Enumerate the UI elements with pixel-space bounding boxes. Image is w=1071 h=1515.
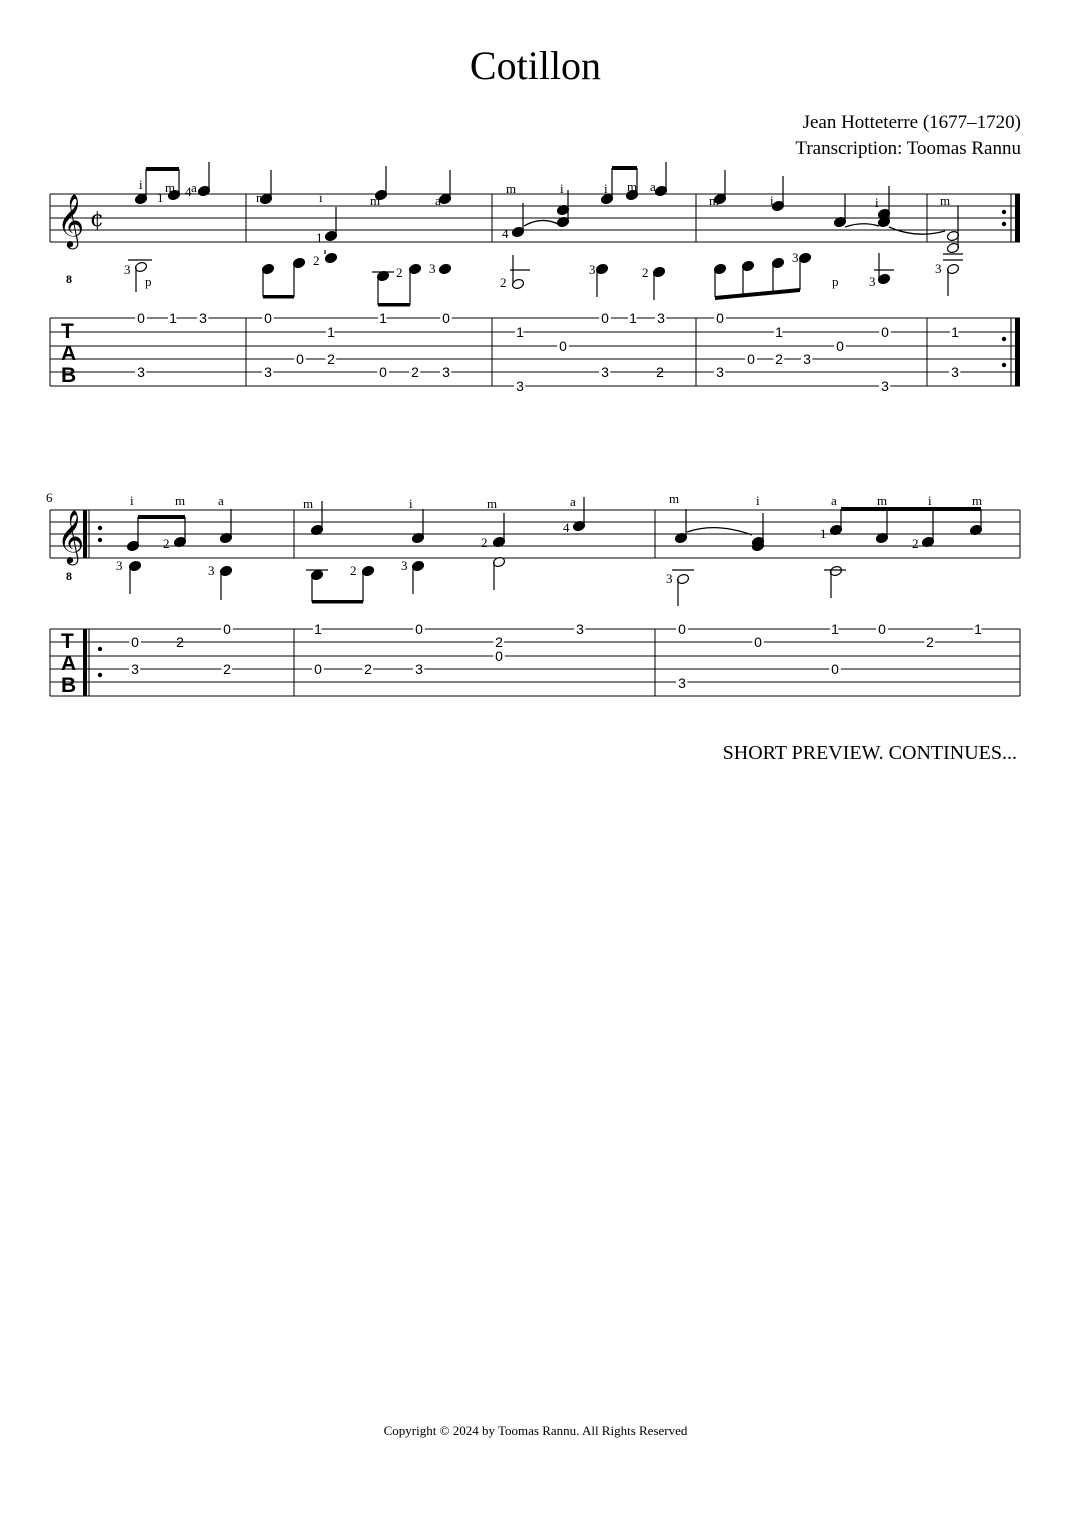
svg-text:0: 0 [559,338,567,354]
svg-text:1: 1 [951,324,959,340]
svg-text:2: 2 [327,351,335,367]
svg-text:a: a [650,179,656,194]
octave-mark: 8 [66,272,72,286]
svg-text:2: 2 [364,661,372,677]
svg-text:a: a [218,493,224,508]
svg-text:0: 0 [881,324,889,340]
svg-text:3: 3 [589,262,596,277]
svg-text:3: 3 [869,274,876,289]
svg-text:2: 2 [411,364,419,380]
svg-text:1: 1 [629,310,637,326]
svg-text:0: 0 [296,351,304,367]
sheet-music [0,0,1071,720]
svg-text:3: 3 [803,351,811,367]
left-hand-fingerings-1 [124,184,942,290]
svg-text:3: 3 [601,364,609,380]
svg-text:2: 2 [223,661,231,677]
svg-text:i: i [928,493,932,508]
svg-text:i: i [409,496,413,511]
svg-text:4: 4 [502,226,509,241]
svg-text:3: 3 [716,364,724,380]
svg-text:3: 3 [208,563,215,578]
svg-text:3: 3 [137,364,145,380]
svg-text:0: 0 [747,351,755,367]
tab-clef-icon [61,630,76,697]
measure-number: 6 [46,490,53,505]
svg-text:A: A [61,652,77,675]
svg-text:3: 3 [429,261,436,276]
svg-text:3: 3 [264,364,272,380]
svg-text:0: 0 [223,621,231,637]
svg-text:m: m [506,181,517,196]
svg-text:i: i [770,193,774,208]
svg-text:3: 3 [935,261,942,276]
svg-text:1: 1 [974,621,982,637]
svg-text:3: 3 [951,364,959,380]
treble-clef-icon: 𝄞 [57,193,85,247]
svg-text:a: a [570,494,576,509]
svg-text:m: m [972,493,983,508]
svg-text:2: 2 [775,351,783,367]
svg-text:m: m [487,496,498,511]
svg-text:2: 2 [350,563,357,578]
svg-text:0: 0 [754,634,762,650]
svg-text:i: i [139,177,143,192]
svg-text:B: B [61,364,77,387]
svg-text:2: 2 [313,253,320,268]
tab-staff-system-1 [50,318,1020,386]
svg-text:0: 0 [716,310,724,326]
preview-notice: SHORT PREVIEW. CONTINUES... [722,742,1017,764]
svg-text:i: i [756,493,760,508]
svg-text:3: 3 [657,310,665,326]
svg-text:2: 2 [500,275,507,290]
svg-text:0: 0 [379,364,387,380]
svg-text:1: 1 [316,230,323,245]
svg-text:m: m [165,180,176,195]
page-title: Cotillon [469,43,602,88]
svg-text:0: 0 [878,621,886,637]
svg-text:m: m [877,493,888,508]
svg-text:a: a [831,493,837,508]
svg-text:3: 3 [666,571,673,586]
svg-text:2: 2 [163,536,170,551]
svg-text:1: 1 [157,190,164,205]
svg-text:3: 3 [116,558,123,573]
left-hand-fingerings-2 [116,520,919,586]
svg-text:3: 3 [516,378,524,394]
svg-text:1: 1 [327,324,335,340]
svg-text:2: 2 [495,634,503,650]
svg-text:i: i [319,190,323,205]
tab-clef-icon [61,320,76,387]
svg-text:T: T [61,320,74,343]
svg-text:i: i [875,195,879,210]
transcriber-credit: Transcription: Toomas Rannu [795,138,1021,159]
svg-text:0: 0 [137,310,145,326]
svg-text:2: 2 [481,535,488,550]
svg-text:1: 1 [169,310,177,326]
svg-text:2: 2 [656,364,664,380]
tab-numbers-system-1 [137,310,959,394]
svg-text:2: 2 [396,265,403,280]
svg-text:i: i [130,493,134,508]
svg-text:A: A [61,342,77,365]
svg-text:a: a [435,193,441,208]
svg-text:m: m [175,493,186,508]
svg-text:p: p [832,274,839,289]
svg-text:1: 1 [775,324,783,340]
svg-text:3: 3 [199,310,207,326]
svg-text:2: 2 [912,536,919,551]
svg-text:i: i [604,181,608,196]
svg-text:1: 1 [831,621,839,637]
svg-text:0: 0 [678,621,686,637]
treble-clef-icon: 𝄞 [57,509,85,563]
svg-text:0: 0 [442,310,450,326]
svg-text:p: p [145,274,152,289]
svg-text:i: i [560,181,564,196]
svg-text:m: m [256,190,267,205]
svg-text:3: 3 [678,675,686,691]
svg-text:3: 3 [124,262,131,277]
notes-system-2 [126,497,982,606]
svg-text:3: 3 [881,378,889,394]
svg-text:3: 3 [442,364,450,380]
svg-text:1: 1 [379,310,387,326]
svg-text:m: m [370,193,381,208]
svg-text:2: 2 [176,634,184,650]
svg-text:m: m [709,193,720,208]
svg-text:0: 0 [415,621,423,637]
svg-text:B: B [61,674,77,697]
svg-text:1: 1 [820,526,827,541]
svg-text:4: 4 [563,520,570,535]
svg-text:0: 0 [601,310,609,326]
svg-text:T: T [61,630,74,653]
cut-time-icon: ¢ [90,207,104,232]
svg-text:2: 2 [926,634,934,650]
svg-text:0: 0 [264,310,272,326]
octave-mark: 8 [66,569,72,583]
svg-text:3: 3 [131,661,139,677]
svg-text:1: 1 [516,324,524,340]
staff-system-2 [50,510,1020,558]
svg-text:m: m [303,496,314,511]
svg-text:0: 0 [831,661,839,677]
svg-text:a: a [191,180,197,195]
copyright-footer: Copyright © 2024 by Toomas Rannu. All Rights Reserved [383,1423,688,1438]
svg-text:3: 3 [415,661,423,677]
svg-text:m: m [627,179,638,194]
svg-text:3: 3 [576,621,584,637]
svg-text:0: 0 [314,661,322,677]
composer-credit: Jean Hotteterre (1677–1720) [802,112,1021,133]
svg-text:m: m [940,193,951,208]
svg-text:2: 2 [642,265,649,280]
svg-text:1: 1 [314,621,322,637]
svg-text:m: m [669,491,680,506]
svg-text:0: 0 [131,634,139,650]
svg-text:0: 0 [495,648,503,664]
tab-staff-system-2 [50,629,1020,696]
svg-text:0: 0 [836,338,844,354]
svg-text:3: 3 [401,558,408,573]
svg-text:3: 3 [792,250,799,265]
svg-text:4: 4 [185,184,192,199]
